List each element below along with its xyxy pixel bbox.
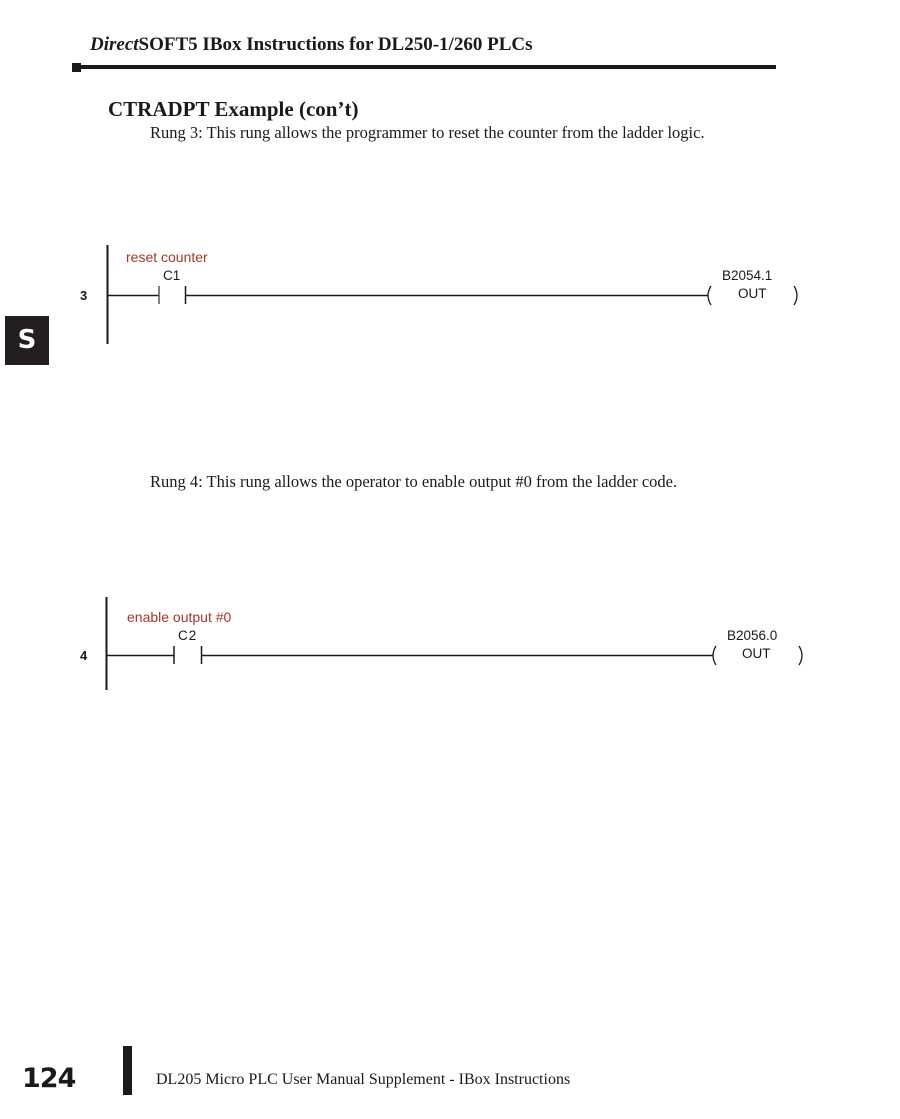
section-title: CTRADPT Example (con’t) — [108, 97, 359, 121]
rung-number: 4 — [80, 648, 88, 663]
footer-text: DL205 Micro PLC User Manual Supplement - IBox Instructions — [156, 1071, 571, 1088]
contact-address: C2 — [178, 628, 198, 643]
coil-left-paren — [708, 286, 711, 305]
contact-nickname: reset counter — [126, 249, 208, 265]
coil-address: B2054.1 — [722, 268, 773, 283]
header-rule — [74, 65, 776, 69]
footer-divider-bar — [123, 1046, 132, 1095]
running-header-rest: SOFT5 IBox Instructions for DL250-1/260 PLCs — [138, 34, 533, 55]
ladder-rung-4 — [0, 592, 900, 702]
rung-number: 3 — [80, 288, 88, 303]
running-header — [90, 34, 532, 56]
running-header-italic: Direct — [90, 34, 139, 55]
coil-right-paren — [799, 646, 802, 665]
ladder-rung-3 — [0, 240, 900, 350]
coil-right-paren — [794, 286, 797, 305]
coil-left-paren — [713, 646, 716, 665]
section-side-tab: S — [5, 316, 49, 365]
contact-address: C1 — [163, 268, 181, 283]
page-number: 124 — [22, 1063, 76, 1094]
coil-address: B2056.0 — [727, 628, 778, 643]
contact-nickname: enable output #0 — [127, 609, 232, 625]
rung-4-description: Rung 4: This rung allows the operator to enable output #0 from the ladder code. — [150, 472, 678, 491]
rung-3-description: Rung 3: This rung allows the programmer to reset the counter from the ladder logic. — [150, 123, 705, 142]
coil-type: OUT — [742, 646, 771, 661]
coil-type: OUT — [738, 286, 767, 301]
header-rule-marker — [72, 63, 81, 72]
